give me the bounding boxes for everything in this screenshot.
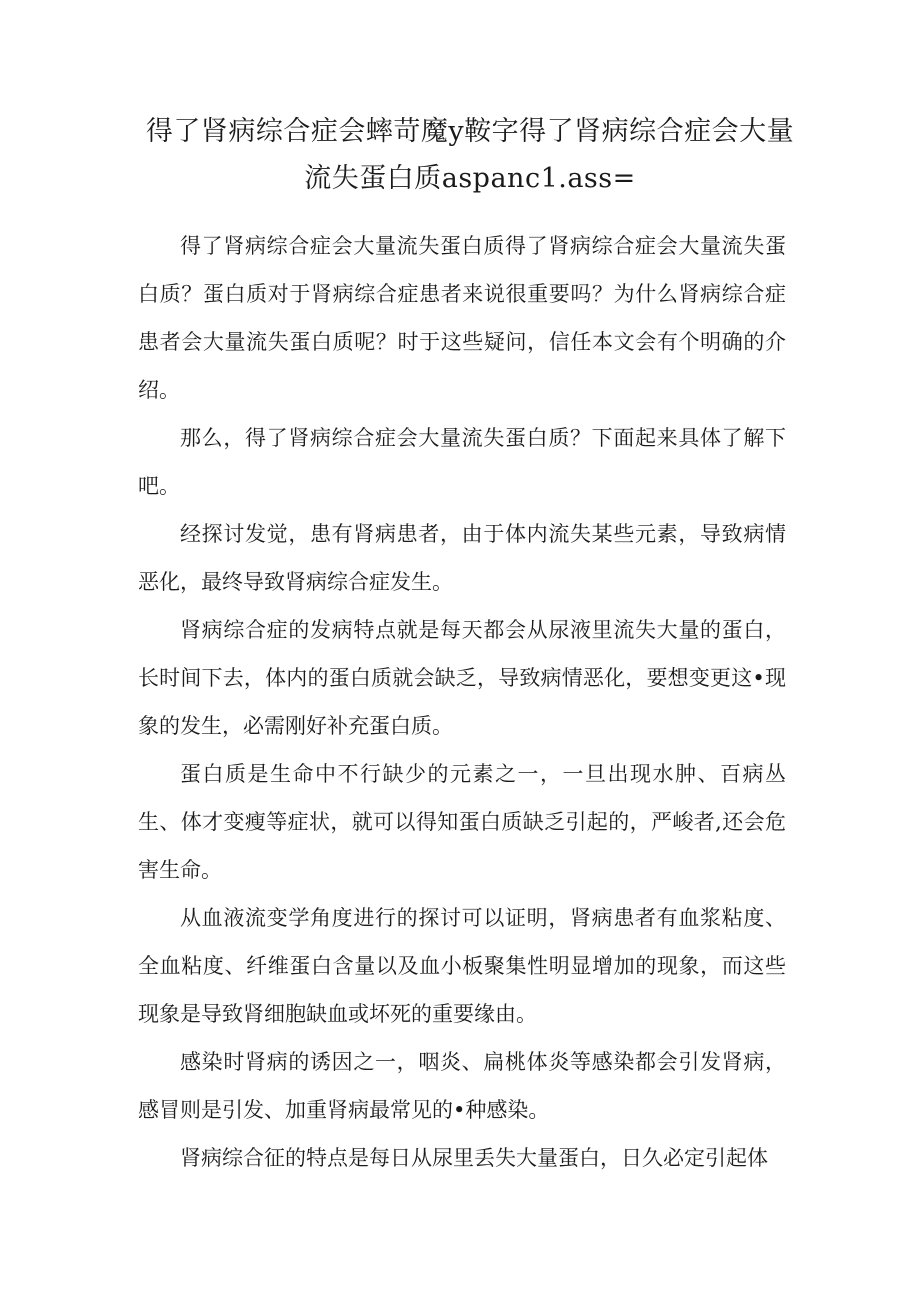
paragraph: 经探讨发觉，患有肾病患者，由于体内流失某些元素，导致病情恶化，最终导致肾病综合症发生。 bbox=[138, 522, 786, 594]
paragraph: 蛋白质是生命中不行缺少的元素之一，一旦出现水肿、百病丛生、体才变瘦等症状，就可以得知蛋白质缺乏引起的，严峻者,还会危害生命。 bbox=[138, 762, 786, 882]
paragraph: 感染时肾病的诱因之一，咽炎、扁桃体炎等感染都会引发肾病，感冒则是引发、加重肾病最常见的•种感染。 bbox=[138, 1050, 786, 1122]
paragraph: 从血液流变学角度进行的探讨可以证明，肾病患者有血浆粘度、全血粘度、纤维蛋白含量以及血小板聚集性明显增加的现象，而这些现象是导致肾细胞缺血或坏死的重要缘由。 bbox=[138, 906, 786, 1026]
paragraph: 肾病综合症的发病特点就是每天都会从尿液里流失大量的蛋白，长时间下去，体内的蛋白质就会缺乏，导致病情恶化，要想变更这•现象的发生，必需刚好补充蛋白质。 bbox=[138, 618, 786, 738]
paragraph: 那么，得了肾病综合症会大量流失蛋白质？下面起来具体了解下吧。 bbox=[138, 426, 786, 498]
paragraph: 得了肾病综合症会大量流失蛋白质得了肾病综合症会大量流失蛋白质？蛋白质对于肾病综合症患者来说很重要吗？为什么肾病综合症患者会大量流失蛋白质呢？时于这些疑问，信任本文会有个明确的介绍。 bbox=[138, 234, 786, 402]
document-body bbox=[138, 222, 786, 1182]
document-title: 得了肾病综合症会蟀苛魔y鞍字得了肾病综合症会大量流失蛋白质aspanc1.ass= bbox=[145, 116, 795, 194]
paragraph: 肾病综合征的特点是每日从尿里丢失大量蛋白，日久必定引起体 bbox=[180, 1146, 768, 1170]
